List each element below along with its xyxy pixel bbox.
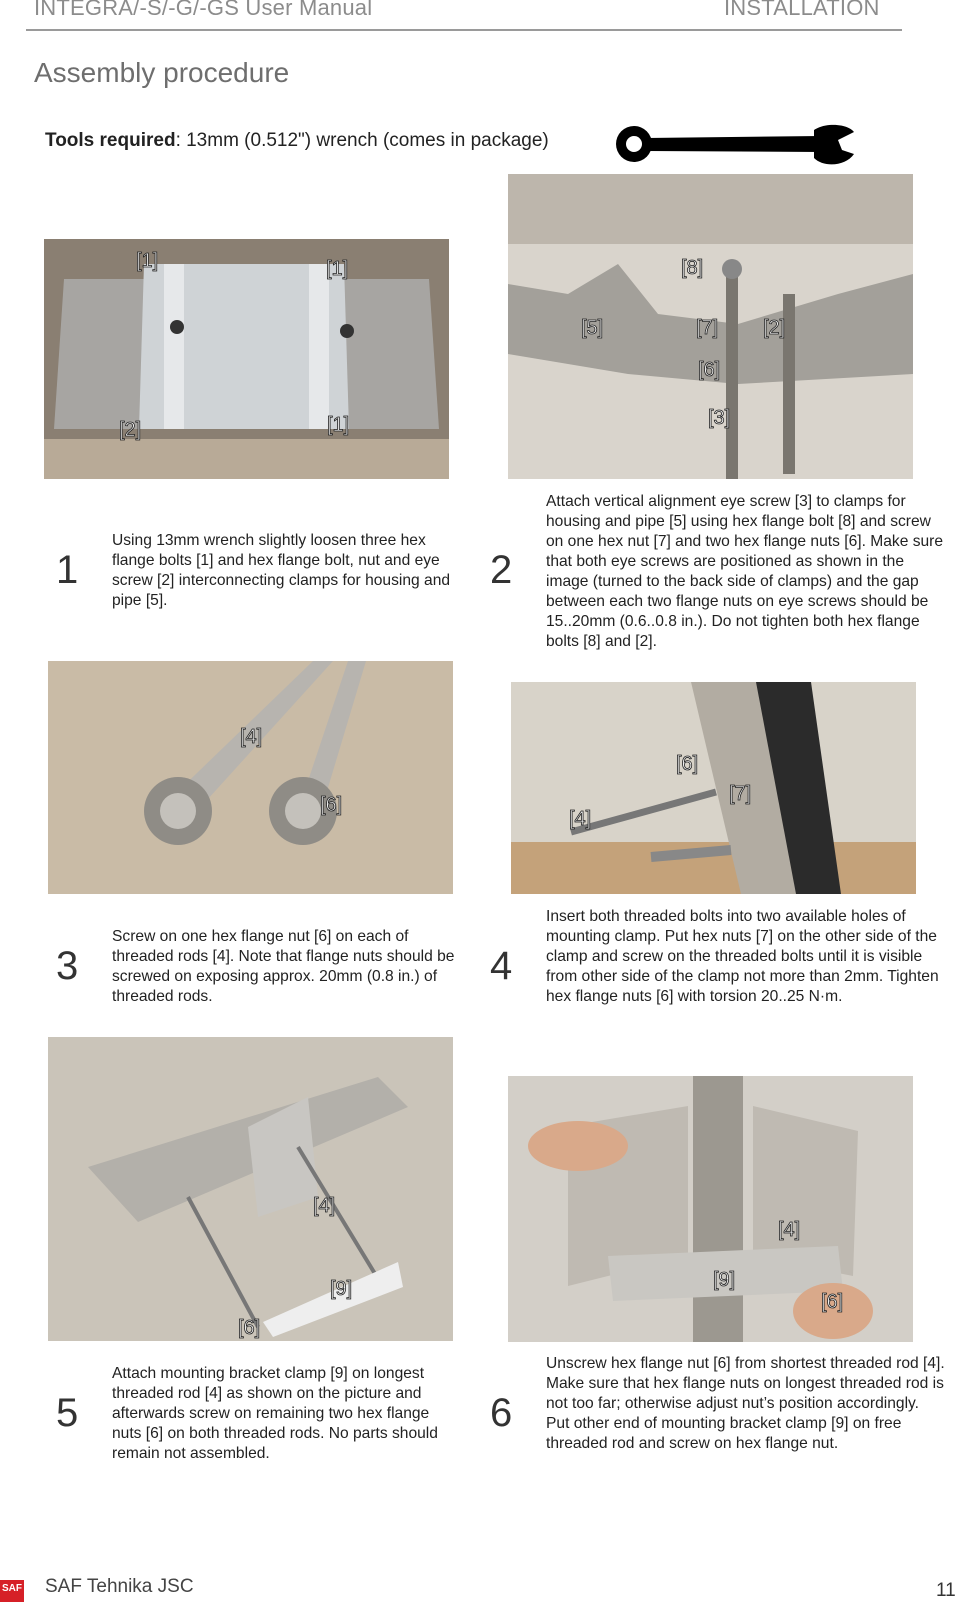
page-title: Assembly procedure [34, 57, 290, 88]
label-6-a: [4] [778, 1219, 801, 1241]
step-1-text: Using 13mm wrench slightly loosen three hex flange bolts [1] and hex flange bolt, nut and eye screw [2] interconnecting clamps for housing and pipe [5]. [112, 532, 451, 609]
label-1-c: [2] [119, 419, 142, 441]
label-6-b: [9] [713, 1269, 736, 1291]
label-4-b: [7] [729, 783, 752, 805]
wrench-icon [616, 124, 856, 173]
company-name: SAF Tehnika JSC [45, 1576, 194, 1597]
step-4-photo [511, 682, 916, 894]
label-1-a: [1] [136, 250, 159, 272]
label-1-d: [1] [327, 414, 350, 436]
step-1-photo [44, 239, 449, 479]
section-title: INSTALLATION [724, 0, 880, 20]
step-3-photo [48, 661, 453, 894]
step-6-text: Unscrew hex flange nut [6] from shortest threaded rod [4]. Make sure that hex flange nuts on longest threaded rod is not too far; otherwise adjust nut’s position accordingly. Put other end of mounting bracket clamp [9] on free threaded rod and screw on hex flange nut. [546, 1355, 945, 1452]
tools-text: : 13mm (0.512") wrench (comes in package) [175, 130, 549, 151]
step-5-photo [48, 1037, 453, 1341]
step-4-text: Insert both threaded bolts into two available holes of mounting clamp. Put hex nuts [7] on the other side of the clamp and screw on the threaded bolts until it is visible from other side of the clamp not more than 2mm. Tighten hex flange nuts [6] with torsion 20..25 N·m. [546, 908, 939, 1005]
label-5-b: [9] [330, 1278, 353, 1300]
step-2-text: Attach vertical alignment eye screw [3] to clamps for housing and pipe [5] using hex flange bolt [8] and screw on one hex nut [7] and two hex flange nuts [6]. Make sure that both eye screws are positioned as shown in the image (turned to the back side of clamps) and the gap between each two flange nuts on eye screws should be 15..20mm (0.6..0.8 in.). Do not tighten both hex flange bolts [8] and [2]. [546, 493, 944, 650]
header-rule [26, 29, 902, 31]
label-3-b: [6] [320, 794, 343, 816]
label-5-c: [6] [238, 1317, 261, 1339]
saf-logo [0, 1580, 24, 1602]
label-4-c: [4] [569, 808, 592, 830]
label-2-a: [8] [681, 257, 704, 279]
label-1-b: [1] [326, 258, 349, 280]
step-6-photo [508, 1076, 913, 1342]
logo-text: SAF [2, 1583, 22, 1594]
step-6-number: 6 [490, 1391, 513, 1435]
label-2-c: [7] [696, 317, 719, 339]
label-3-a: [4] [240, 726, 263, 748]
label-2-d: [2] [763, 317, 786, 339]
tools-required [45, 130, 549, 152]
label-6-c: [6] [821, 1291, 844, 1313]
step-3-text: Screw on one hex flange nut [6] on each of threaded rods [4]. Note that flange nuts should be screwed on exposing approx. 20mm (0.8 in.) of threaded rods. [112, 928, 455, 1005]
step-5-text: Attach mounting bracket clamp [9] on longest threaded rod [4] as shown on the picture and afterwards screw on remaining two hex flange nuts [6] on both threaded rods. No parts should remain not assembled. [112, 1365, 438, 1462]
step-4-number: 4 [490, 944, 513, 988]
label-2-e: [6] [698, 359, 721, 381]
step-3-number: 3 [56, 944, 79, 988]
step-1-number: 1 [56, 548, 79, 592]
label-4-a: [6] [676, 753, 699, 775]
step-2-photo [508, 174, 913, 479]
page-number: 11 [936, 1580, 956, 1601]
step-2-number: 2 [490, 548, 513, 592]
label-2-f: [3] [708, 407, 731, 429]
tools-label: Tools required [45, 130, 176, 151]
manual-title: INTEGRA/-S/-G/-GS User Manual [34, 0, 373, 20]
label-5-a: [4] [313, 1195, 336, 1217]
step-5-number: 5 [56, 1391, 79, 1435]
label-2-b: [5] [581, 317, 604, 339]
